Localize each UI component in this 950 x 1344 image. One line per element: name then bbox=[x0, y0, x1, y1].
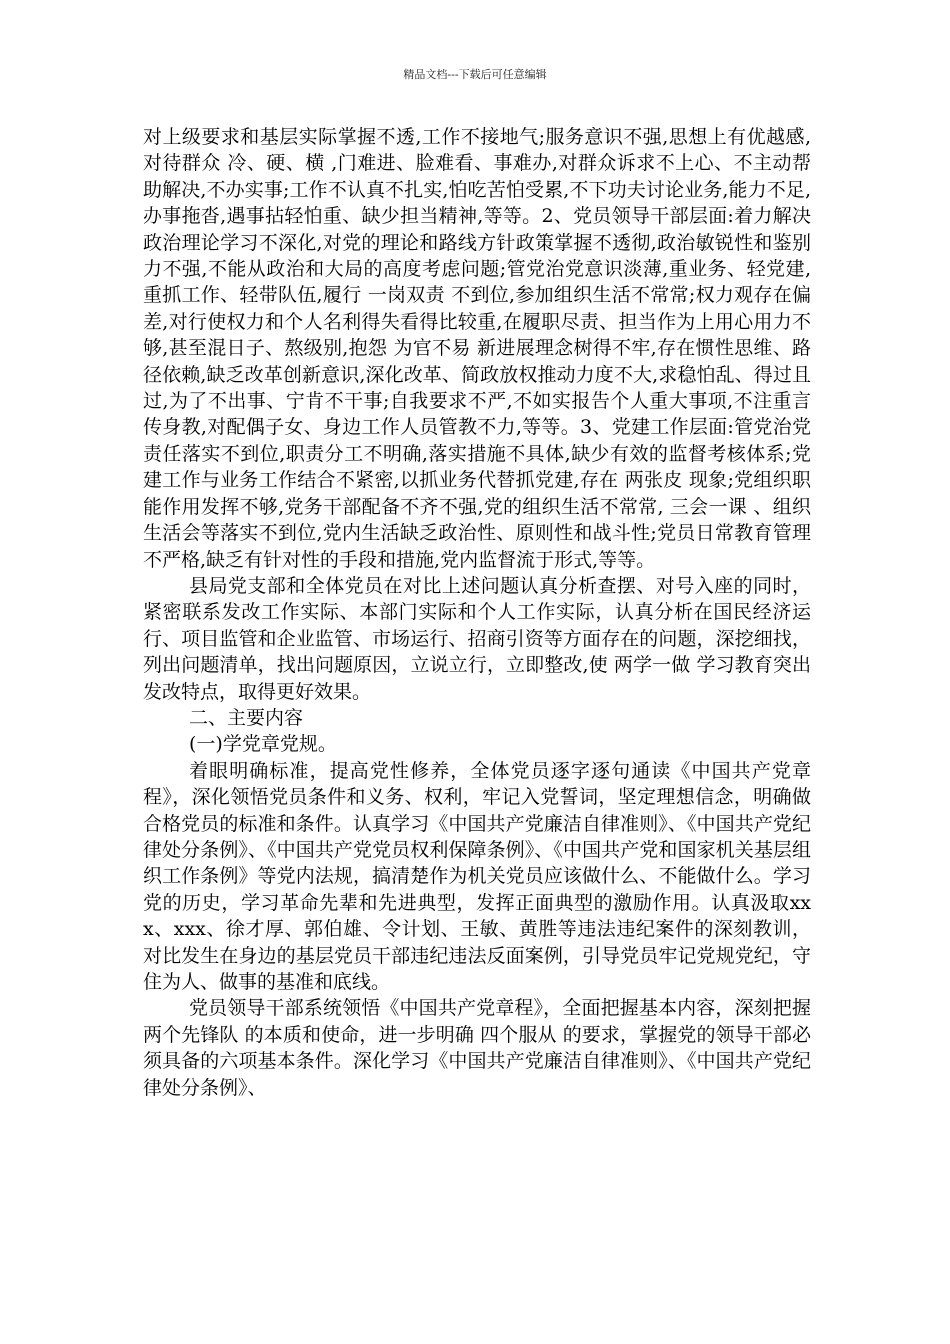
paragraph-leading-cadres-study: 党员领导干部系统领悟《中国共产党章程》，全面把握基本内容，深刻把握 两个先锋队 的本质和使命，进一步明确 四个服从 的要求，掌握党的领导干部必须具备的六项基本条件。深化学习《中国共产党廉洁自律准则》、《中国共产党纪律处分条例》、 bbox=[143, 997, 811, 1099]
paragraph-study-party-constitution: 着眼明确标准，提高党性修养，全体党员逐字逐句通读《中国共产党章程》，深化领悟党员条件和义务、权利，牢记入党誓词，坚定理想信念，明确做合格党员的标准和条件。认真学习《中国共产党廉洁自律准则》、《中国共产党纪律处分条例》、《中国共产党党员权利保障条例》、《中国共产党和国家机关基层组织工作条例》等党内法规，搞清楚作为机关党员应该做什么、不能做什么。学习党的历史，学习革命先辈和先进典型，发挥正面典型的激励作用。认真汲取xxx、xxx、徐才厚、郭伯雄、令计划、王敏、黄胜等违法违纪案件的深刻教训，对比发生在身边的基层党员干部违纪违法反面案例，引导党员牢记党规党纪，守住为人、做事的基准和底线。 bbox=[143, 759, 811, 993]
paragraph-problems-list: 对上级要求和基层实际掌握不透,工作不接地气;服务意识不强,思想上有优越感,对待群众 冷、硬、横 ,门难进、脸难看、事难办,对群众诉求不上心、不主动帮助解决,不办实事;工作不认真不扎实,怕吃苦怕受累,不下功夫讨论业务,能力不足,办事拖沓,遇事拈轻怕重、缺少担当精神,等等。2、党员领导干部层面:着力解决政治理论学习不深化,对党的理论和路线方针政策掌握不透彻,政治敏锐性和鉴别力不强,不能从政治和大局的高度考虑问题;管党治党意识淡薄,重业务、轻党建,重抓工作、轻带队伍,履行 一岗双责 不到位,参加组织生活不常常;权力观存在偏差,对行使权力和个人名利得失看得比较重,在履职尽责、担当作为上用心用力不够,甚至混日子、熬级别,抱怨 为官不易 新进展理念树得不牢,存在惯性思维、路径依赖,缺乏改革创新意识,深化改革、简政放权推动力度不大,求稳怕乱、得过且过,为了不出事、宁肯不干事;自我要求不严,不如实报告个人重大事项,不注重言传身教,对配偶子女、身边工作人员管教不力,等等。3、党建工作层面:管党治党责任落实不到位,职责分工不明确,落实措施不具体,缺少有效的监督考核体系;党建工作与业务工作结合不紧密,以抓业务代替抓党建,存在 两张皮 现象;党组织职能作用发挥不够,党务干部配备不齐不强,党的组织生活不常常, 三会一课 、组织生活会等落实不到位,党内生活缺乏政治性、原则性和战斗性;党员日常教育管理不严格,缺乏有针对性的手段和措施,党内监督流于形式,等等。 bbox=[143, 126, 811, 571]
subsection-heading-party-rules: (一)学党章党规。 bbox=[189, 733, 337, 756]
document-body bbox=[143, 124, 811, 1101]
page-header: 精品文档---下载后可任意编辑 bbox=[403, 68, 547, 81]
paragraph-self-examination: 县局党支部和全体党员在对比上述问题认真分析查摆、对号入座的同时，紧密联系发改工作实际、本部门实际和个人工作实际，认真分析在国民经济运行、项目监管和企业监管、市场运行、招商引资等方面存在的问题，深挖细找，列出问题清单，找出问题原因，立说立行，立即整改,使 两学一做 学习教育突出发改特点，取得更好效果。 bbox=[143, 574, 811, 703]
section-heading-main-content: 二、主要内容 bbox=[189, 706, 304, 729]
